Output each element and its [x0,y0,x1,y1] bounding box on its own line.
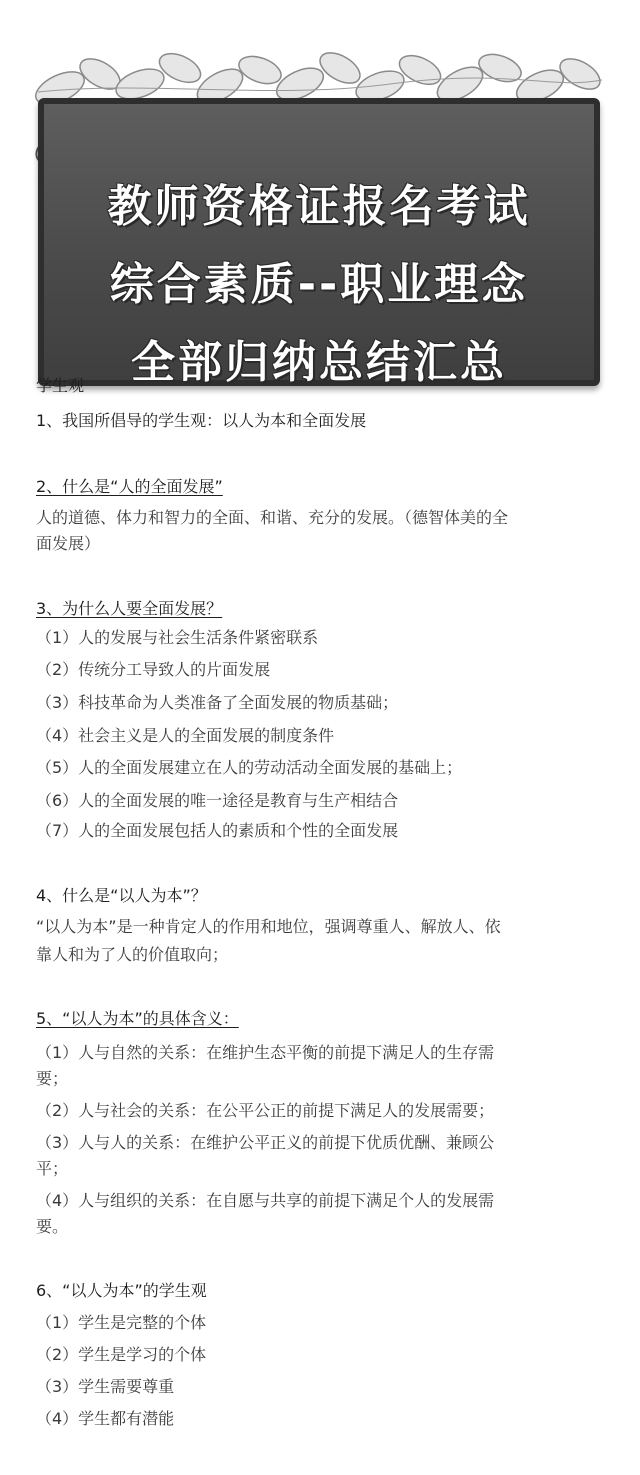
q3-item-6: （6）人的全面发展的唯一途径是教育与生产相结合 [36,791,399,810]
q3-item-2: （2）传统分工导致人的片面发展 [36,660,271,679]
section-title: 学生观 [36,376,85,395]
q5-line-2: 要； [36,1069,69,1088]
q2-answer-line-2: 面发展） [36,534,101,553]
q5-line-4: （3）人与人的关系：在维护公平正义的前提下优质优酬、兼顾公 [36,1133,495,1152]
q3-item-1: （1）人的发展与社会生活条件紧密联系 [36,628,319,647]
q1-text: 1、我国所倡导的学生观：以人为本和全面发展 [36,411,367,430]
q4-answer-line-1: “以人为本”是一种肯定人的作用和地位，强调尊重人、解放人、依 [36,917,501,936]
q6-item-4: （4）学生都有潜能 [36,1409,175,1428]
banner-title-line-1: 教师资格证报名考试 [107,181,531,232]
q5-line-5: 平； [36,1159,69,1178]
q3-item-3: （3）科技革命为人类准备了全面发展的物质基础； [36,693,399,712]
chalkboard-panel [38,98,600,386]
q6-item-1: （1）学生是完整的个体 [36,1313,207,1332]
banner-title-line-3: 全部归纳总结汇总 [131,337,507,388]
q3-item-7: （7）人的全面发展包括人的素质和个性的全面发展 [36,821,399,840]
q4-heading: 4、什么是“以人为本”？ [36,886,207,905]
q6-item-2: （2）学生是学习的个体 [36,1345,207,1364]
q6-item-3: （3）学生需要尊重 [36,1377,175,1396]
q5-heading: 5、“以人为本”的具体含义： [36,1009,239,1028]
q3-item-4: （4）社会主义是人的全面发展的制度条件 [36,726,335,745]
q5-line-6: （4）人与组织的关系：在自愿与共享的前提下满足个人的发展需 [36,1191,495,1210]
q5-line-1: （1）人与自然的关系：在维护生态平衡的前提下满足人的生存需 [36,1043,495,1062]
q3-item-5: （5）人的全面发展建立在人的劳动活动全面发展的基础上； [36,758,463,777]
banner-title-line-2: 综合素质--职业理念 [109,259,529,310]
q3-heading: 3、为什么人要全面发展？ [36,599,223,618]
q4-answer-line-2: 靠人和为了人的价值取向； [36,945,229,964]
q5-line-7: 要。 [36,1217,69,1236]
q2-heading: 2、什么是“人的全面发展” [36,477,223,496]
q5-line-3: （2）人与社会的关系：在公平公正的前提下满足人的发展需要； [36,1101,495,1120]
q6-heading: 6、“以人为本”的学生观 [36,1281,207,1300]
q2-answer-line-1: 人的道德、体力和智力的全面、和谐、充分的发展。（德智体美的全 [36,508,509,527]
